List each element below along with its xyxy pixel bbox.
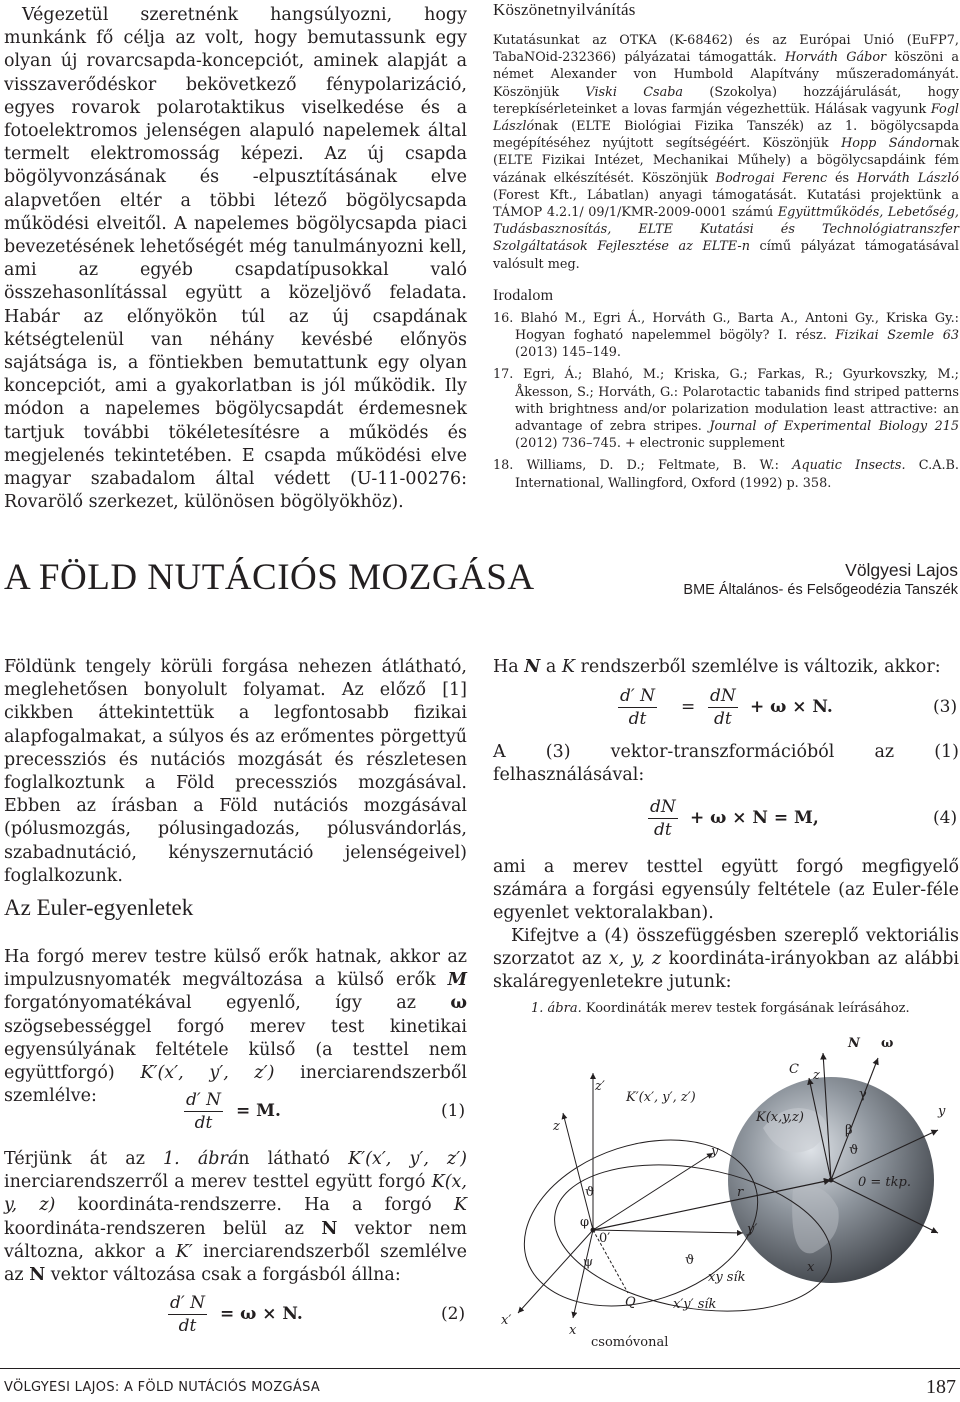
label-omega: ω: [881, 1036, 894, 1051]
article-byline: [683, 560, 958, 598]
origin-point: [591, 1228, 596, 1233]
label-N: N: [848, 1036, 860, 1051]
label-xpyp-sik: x′y′ sík: [673, 1297, 717, 1312]
label-z-prime: z′: [595, 1079, 605, 1094]
right-paragraph-4: Kifejtve a (4) összefüggésben szereplő vektoriális szorzatot az x, y, z koordináta-irányokban az alábbi skaláregyenletekre jutunk:: [493, 926, 959, 993]
label-psi: ψ: [583, 1255, 594, 1270]
label-xy-sik: xy sík: [708, 1270, 746, 1285]
intro-paragraph: Földünk tengely körüli forgása nehezen átlátható, meglehetősen bonyolult folyamat. Az előző [1] cikkben áttekintettük a legfontosabb fizikai alapfogalmakat, a súlyos és az erőmentes pörgettyű precessziós és nutációs mozgását és részletesen foglalkoztunk a Föld precessziós mozgásával. Ebben az írásban a Föld nutációs mozgásával (pólusmozgás, pólusingadozás, pólusvándorlás, szabadnutáció, kényszernutáció jelenségeivel) foglalkozunk.: [4, 657, 467, 886]
label-x-right: x: [807, 1260, 815, 1275]
equation-2-fraction: $\frac{d' N}{dt}$: [170, 1293, 206, 1336]
equation-3-left-fraction: $\frac{d' N}{dt}$: [620, 686, 656, 729]
article-title: A FÖLD NUTÁCIÓS MOZGÁSA: [4, 557, 535, 598]
label-y-prime: y′: [747, 1222, 758, 1237]
figure-1-diagram: [493, 1018, 959, 1354]
section-heading-euler: Az Euler-egyenletek: [4, 895, 194, 920]
label-K-xyz: K(x,y,z): [756, 1110, 804, 1125]
reference-18: 18. Williams, D. D.; Feltmate, B. W.: Aquatic Insects. C.A.B. International, Wallingford, Oxford (1992) p. 358.: [493, 458, 959, 491]
euler-paragraph-2: Térjünk át az 1. ábrán látható K′(x′, y′, z′) inerciarendszerről a merev testtel együtt forgó K(x, y, z) koordináta-rendszerre. Ha a forgó K koordináta-rendszeren belül az N vektor nem változna, akkor a K′ inerciarendszerből szemlélve az N vektor változása csak a forgásból állna:: [4, 1149, 468, 1286]
author-name: Völgyesi Lajos: [845, 560, 958, 580]
label-theta-small: ϑ: [849, 1143, 859, 1158]
page-number: 187: [926, 1376, 956, 1398]
label-x-prime: x′: [501, 1313, 512, 1328]
equation-2-rhs: = ω × N.: [220, 1304, 303, 1324]
equation-2-number: (2): [441, 1304, 466, 1324]
label-zero-prime: 0′: [599, 1231, 611, 1246]
label-z-left: z: [553, 1119, 560, 1134]
earth-center-point: [829, 1178, 834, 1183]
label-csomovonal: csomóvonal: [591, 1335, 669, 1350]
equation-1-rhs: = M.: [236, 1101, 281, 1121]
axis-z-body: [563, 1113, 593, 1230]
right-paragraph-3: ami a merev testtel együtt forgó megfigyelő számára a forgási egyensúly feltétele (az Euler-féle egyenlet vektoralakban).: [493, 857, 959, 924]
label-z-upper: z: [813, 1068, 820, 1083]
label-x-left: x: [569, 1323, 577, 1338]
references-list: [493, 310, 959, 492]
right-paragraph-1: Ha N a K rendszerből szemlélve is változik, akkor:: [493, 657, 941, 677]
reference-17: 17. Egri, Á.; Blahó, M.; Kriska, G.; Farkas, R.; Gyurkovszky, M.; Åkesson, S.; Horváth, G.: Polarotactic tabanids find striped patterns with brightness and/or polarization modulation least attractive: an advantage of zebra stripes. Journal of Experimental Biology 215 (2012) 736–745. + electronic supplement: [493, 367, 959, 452]
running-title: VÖLGYESI LAJOS: A FÖLD NUTÁCIÓS MOZGÁSA: [4, 1380, 321, 1395]
equation-3-number: (3): [933, 697, 958, 717]
label-r: r: [737, 1185, 744, 1200]
author-affiliation: BME Általános- és Felsőgeodézia Tanszék: [683, 582, 958, 598]
axis-y-prime: [593, 1230, 743, 1233]
label-phi: φ: [580, 1215, 590, 1230]
equation-3-right-fraction: $\frac{dN}{dt}$: [710, 686, 736, 729]
equation-1-number: (1): [441, 1101, 466, 1121]
label-C: C: [789, 1062, 799, 1077]
reference-16: 16. Blahó M., Egri Á., Horváth G., Barta A., Antoni Gy., Kriska Gy.: Hogyan fogható napelemmel bögöly? I. rész. Fizikai Szemle 63 (2013) 145–149.: [493, 310, 959, 361]
equation-1-fraction: $\frac{d' N}{dt}$: [186, 1090, 222, 1133]
acknowledgements-text: Kutatásunkat az OTKA (K-68462) és az Európai Unió (EuFP7, TabaNOid-232366) pályázatai támogatták. Horváth Gábor köszöni a német Alexander von Humbold Alapítvány műszeradományát. Köszönjük Viski Csaba (Szokolya) hozzájárulását, hogy terepkísérleteinket a lovas farmján végezhettük. Hálásak vagyunk Fogl Lászlónak (ELTE Biológiai Fizika Tanszék) az 1. bögölycsapda megépítéséhez nyújtott segítségéért. Köszönjük Hopp Sándornak (ELTE Fizikai Intézet, Mechanikai Műhely) a bögölycsapdáink fém vázának elkészítését. Köszönjük Bodrogai Ferenc és Horváth László (Forest Kft., Lábatlan) anyagi támogatását. Kutatási projektünk a TÁMOP 4.2.1/ 09/1/KMR-2009-0001 számú Együttműködés, Lebetőség, Tudásbasznosítás, ELTE Kutatási és Technológiatranszfer Szolgáltatások Fejlesztése az ELTE-n című pályázat támogatásával valósult meg.: [493, 33, 959, 272]
label-y-right: y: [938, 1104, 946, 1119]
equation-4-number: (4): [933, 808, 958, 828]
acknowledgements-heading: Köszönetnyilvánítás: [493, 0, 636, 19]
label-theta-low: ϑ: [685, 1253, 695, 1268]
equation-3-equals: =: [681, 697, 696, 717]
equation-4-fraction: $\frac{dN}{dt}$: [650, 797, 676, 840]
axis-x-prime: [518, 1230, 593, 1313]
right-paragraph-2: A (3) vektor-transzformációból az (1) felhasználásával:: [493, 742, 959, 786]
label-K-prime: K′(x′, y′, z′): [626, 1090, 696, 1105]
label-theta-left: ϑ: [585, 1185, 595, 1200]
acknowledgements-section: [493, 0, 959, 497]
equation-4-tail: + ω × N = M,: [690, 808, 819, 828]
label-beta: β: [845, 1123, 853, 1138]
label-gamma: γ: [859, 1087, 867, 1102]
equation-3-tail: + ω × N.: [750, 697, 833, 717]
figure-1-caption: 1. ábra. Koordináták merev testek forgásának leírásához.: [531, 1001, 910, 1016]
label-zero-tkp: 0 = tkp.: [858, 1175, 911, 1190]
label-Q: Q: [625, 1295, 636, 1310]
label-y-mid: y: [711, 1144, 719, 1159]
prev-article-closing-paragraph: Végezetül szeretnénk hangsúlyozni, hogy munkánk fő célja az volt, hogy bemutassunk egy olyan új rovarcsapda-koncepciót, aminek alapját a visszaverődéskor bekövetkező fénypolarizáció, egyes rovarok polarotaktikus viselkedése és a fotoelektromos jelenségen alapuló napelemek által termelt elektromosság képezi. Az új csapda bögölyvonzásának és -elpusztításának elve alapvetően eltér a többi létező bögölycsapda működési elveitől. A napelemes bögölycsapda piaci bevezetésének lehetőségét még tanulmányozni kell, ami az egyéb csapdatípusokkal való összehasonlítással együtt a közeljövő feladata. Habár az előnyökön túl az új csapdának kétségtelenül van néhány kevésbé előnyös sajátsága is, a föntiekben bemutattunk egy olyan koncepciót, ami a gyakorlatban is jól működik. Ily módon a napelemes bögölycsapdát érdemesnek tartjuk további tökéletesítésre a működés és megjelenés tekintetében. E csapda működési elve magyar szabadalom által védett (U-11-00276: Rovarölő szerkezet, különösen bögölyökhöz).: [4, 5, 467, 513]
references-heading: Irodalom: [493, 286, 554, 304]
euler-paragraph-1: Ha forgó merev testre külső erők hatnak, akkor az impulzusnyomaték megváltozása a külső erők M forgatónyomatékával egyenlő, így az ω szögsebességgel forgó merev test kinetikai egyensúlyának feltétele külső (a testtel nem együttforgó) K′(x′, y′, z′) inerciarendszerből szemlélve:: [4, 947, 467, 1107]
footer-rule: [0, 1368, 960, 1369]
